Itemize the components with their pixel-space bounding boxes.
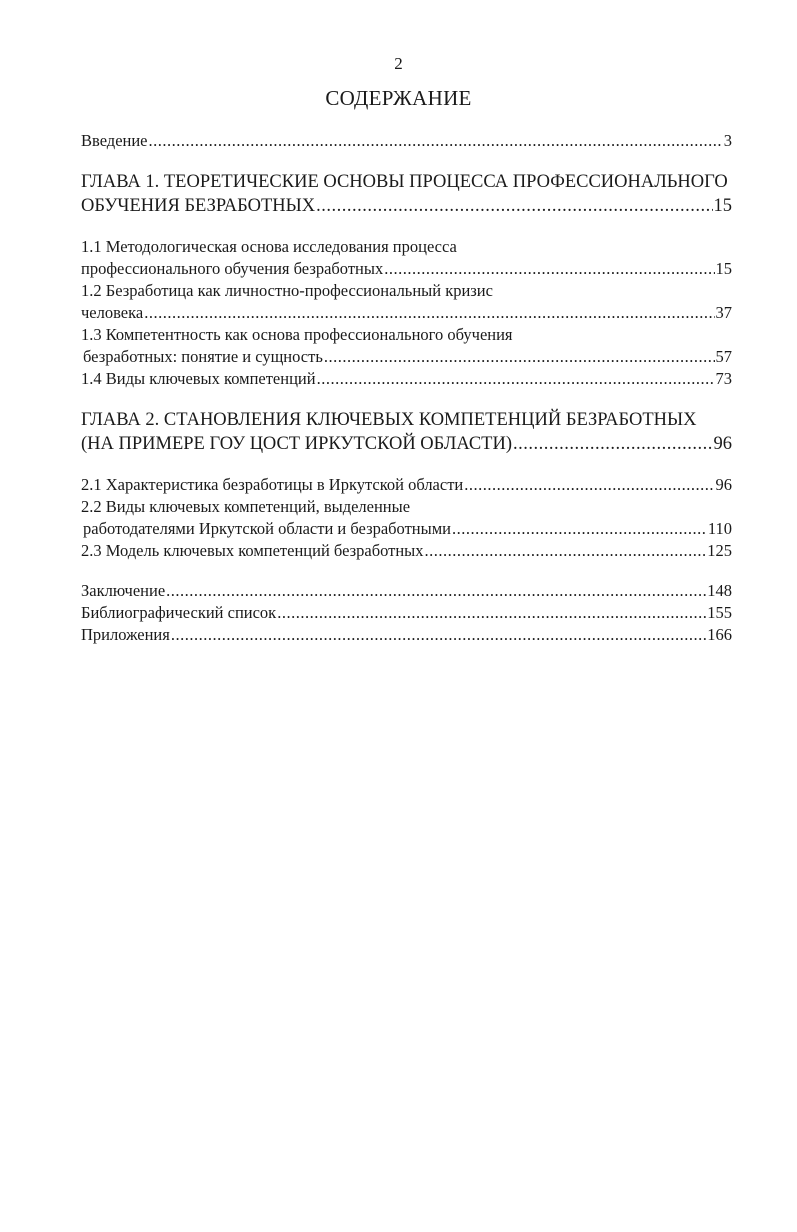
- chapter1-title-line1[interactable]: ГЛАВА 1. ТЕОРЕТИЧЕСКИЕ ОСНОВЫ ПРОЦЕССА ПРОФЕССИОНАЛЬНОГО: [81, 172, 728, 192]
- leader-dots: [452, 518, 707, 540]
- leader-dots: [317, 368, 715, 390]
- chapter2-title-line2[interactable]: (НА ПРИМЕРЕ ГОУ ЦОСТ ИРКУТСКОЙ ОБЛАСТИ) ..... 96: [81, 432, 732, 456]
- toc-entry-text: Введение: [81, 131, 148, 150]
- section-2-3[interactable]: 2.3 Модель ключевых компетенций безработных ..... 125: [81, 540, 732, 562]
- toc-entry-bibliography[interactable]: Библиографический список ..... 155: [81, 602, 732, 624]
- leader-dots: [464, 474, 714, 496]
- section-1-2-line2[interactable]: человека ..... 37: [81, 302, 732, 324]
- leader-dots: [144, 302, 714, 324]
- leader-dots: [316, 194, 712, 218]
- toc-page-number: 125: [707, 541, 732, 560]
- toc-page-number: 15: [715, 259, 732, 278]
- page-title: СОДЕРЖАНИЕ: [325, 86, 472, 110]
- chapter1-title-line2[interactable]: ОБУЧЕНИЯ БЕЗРАБОТНЫХ ..... 15: [81, 194, 732, 218]
- leader-dots: [425, 540, 707, 562]
- section-1-2-line1[interactable]: 1.2 Безработица как личностно-профессиональный кризис: [81, 281, 493, 300]
- toc-page-number: 166: [707, 625, 732, 644]
- toc-page-number: 148: [707, 581, 732, 600]
- toc-page-number: 96: [715, 475, 732, 494]
- toc-entry-conclusion[interactable]: Заключение ..... 148: [81, 580, 732, 602]
- toc-entry-intro[interactable]: [81, 130, 732, 152]
- leader-dots: [277, 602, 706, 624]
- section-1-1-line1[interactable]: 1.1 Методологическая основа исследования процесса: [81, 237, 457, 256]
- leader-dots: [166, 580, 706, 602]
- chapter2-title-line1[interactable]: ГЛАВА 2. СТАНОВЛЕНИЯ КЛЮЧЕВЫХ КОМПЕТЕНЦИЙ БЕЗРАБОТНЫХ: [81, 410, 697, 430]
- leader-dots: [384, 258, 714, 280]
- leader-dots: [171, 624, 706, 646]
- page-number: 2: [394, 54, 403, 73]
- toc-entry-appendices[interactable]: Приложения ..... 166: [81, 624, 732, 646]
- section-1-1-line2[interactable]: профессионального обучения безработных ..... 15: [81, 258, 732, 280]
- toc-page-number: 96: [713, 434, 732, 454]
- toc-page-number: 110: [707, 519, 732, 538]
- section-1-3-line1[interactable]: 1.3 Компетентность как основа профессионального обучения: [81, 325, 513, 344]
- toc-page-number: 57: [715, 347, 732, 366]
- section-2-2-line1[interactable]: 2.2 Виды ключевых компетенций, выделенные: [81, 497, 411, 516]
- leader-dots: [324, 346, 715, 368]
- toc-page-number: 73: [715, 369, 732, 388]
- section-2-2-line2[interactable]: работодателями Иркутской области и безработными ..... 110: [81, 518, 732, 540]
- leader-dots: [513, 432, 713, 456]
- toc-page-number: 15: [713, 196, 732, 216]
- table-of-contents: [81, 130, 732, 646]
- section-2-1[interactable]: 2.1 Характеристика безработицы в Иркутской области ..... 96: [81, 474, 732, 496]
- section-1-4[interactable]: 1.4 Виды ключевых компетенций ..... 73: [81, 368, 732, 390]
- section-1-3-line2[interactable]: безработных: понятие и сущность ..... 57: [81, 346, 732, 368]
- toc-page-number: 3: [723, 131, 732, 150]
- toc-page-number: 37: [715, 303, 732, 322]
- toc-page-number: 155: [707, 603, 732, 622]
- leader-dots: [149, 130, 723, 152]
